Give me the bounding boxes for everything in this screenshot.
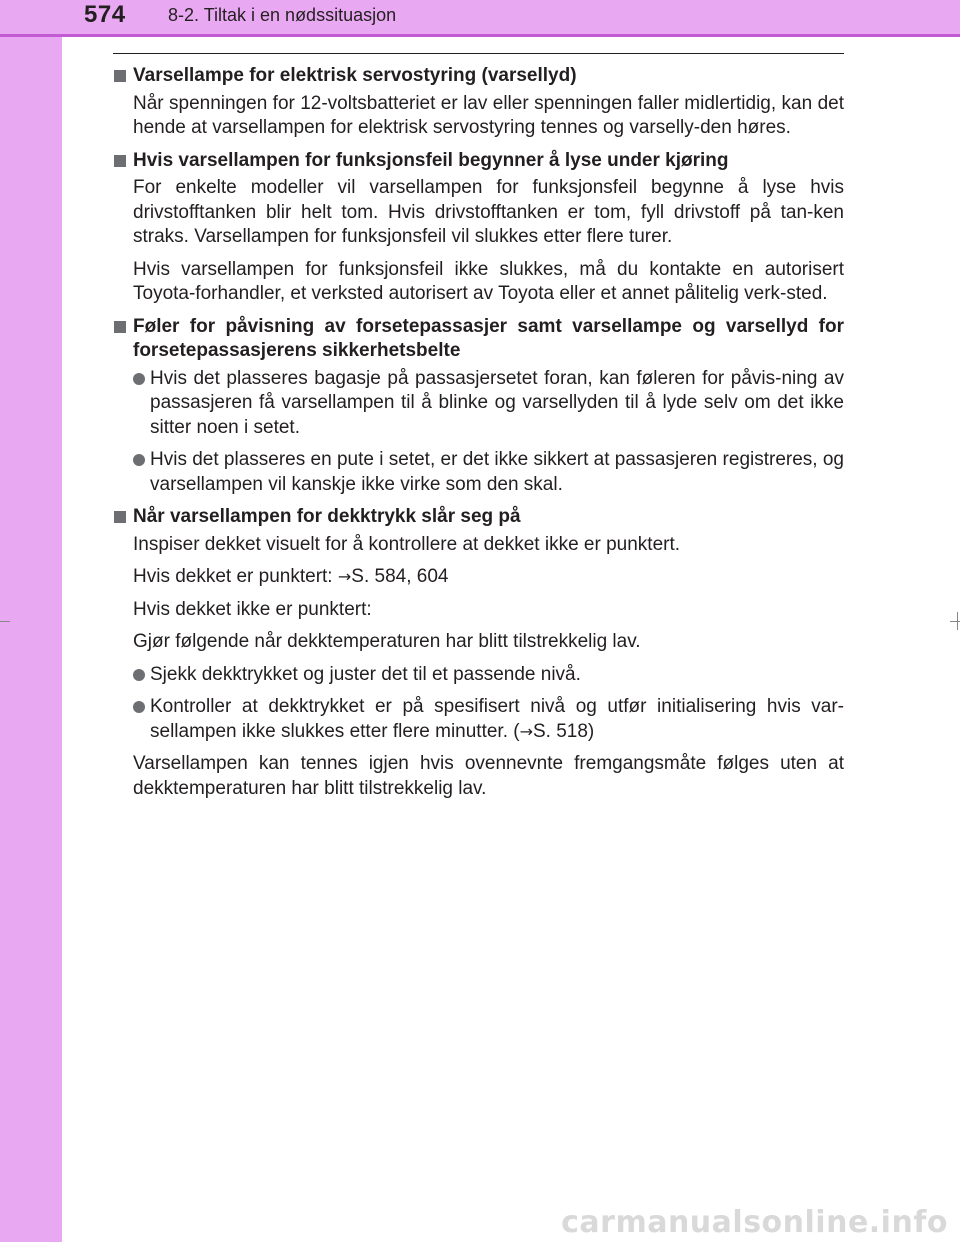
arrow-right-icon: → (337, 567, 352, 586)
paragraph: Varsellampen kan tennes igjen hvis ovennevnte fremgangsmåte følges uten at dekktemperaturen har blitt tilstrekkelig lav. (133, 753, 844, 799)
reference-prefix: Hvis dekket er punktert: (133, 566, 338, 587)
crop-mark-right (950, 621, 960, 622)
list-item (113, 367, 844, 441)
heading-text: Når varsellampen for dekktrykk slår seg på (133, 506, 521, 527)
paragraph: Hvis dekket ikke er punktert: (133, 598, 372, 620)
section-heading (113, 64, 844, 89)
square-bullet-icon (114, 511, 126, 523)
header-band (0, 0, 960, 34)
punctured-reference (113, 565, 844, 590)
section-heading (113, 149, 844, 174)
paragraph: Hvis varsellampen for funksjonsfeil ikke slukkes, må du kontakte en autorisert Toyota-forhandler, et verksted autorisert av Toyota eller et annet pålitelig verk-sted. (133, 258, 844, 304)
circle-bullet-icon (133, 669, 145, 681)
square-bullet-icon (114, 155, 126, 167)
arrow-right-icon: → (519, 721, 533, 741)
paragraph: Inspiser dekket visuelt for å kontrollere at dekket ikke er punktert. (133, 533, 681, 555)
heading-text: Føler for påvisning av forsetepassasjer samt varsellampe og varsellyd for forsetepassasjerens sikkerhetsbelte (133, 315, 844, 361)
list-item-text: Sjekk dekktrykket og juster det til et passende nivå. (150, 663, 581, 685)
paragraph: Gjør følgende når dekktemperaturen har blitt tilstrekkelig lav. (133, 631, 641, 652)
circle-bullet-icon (133, 701, 145, 713)
heading-text: Hvis varsellampen for funksjonsfeil begynner å lyse under kjøring (133, 149, 729, 171)
circle-bullet-icon (133, 373, 145, 385)
page-reference-link[interactable]: S. 518) (533, 720, 595, 742)
crop-mark-right-vertical (957, 612, 958, 630)
circle-bullet-icon (133, 454, 145, 466)
square-bullet-icon (114, 321, 126, 333)
square-bullet-icon (114, 70, 126, 82)
list-item (113, 663, 844, 688)
section-heading (113, 315, 844, 364)
list-item-text: Hvis det plasseres bagasje på passasjersetet foran, kan føleren for påvis-ning av passasjeren få varsellampen til å blinke og varsellyden til å lyde selv om det ikke sitter noen i setet. (150, 367, 844, 438)
list-item-text: Kontroller at dekktrykket er på spesifisert nivå og utfør initialisering hvis var-sellampen ikke slukkes etter flere minutter. ( (150, 696, 844, 742)
list-item (113, 448, 844, 497)
section-heading (113, 505, 844, 530)
page-content (113, 64, 844, 809)
section-title: 8-2. Tiltak i en nødssituasjon (168, 5, 397, 25)
page-reference-link[interactable]: S. 584, 604 (351, 566, 449, 587)
content-top-rule (113, 53, 844, 54)
paragraph: Når spenningen for 12-voltsbatteriet er lav eller spenningen faller midlertidig, kan det hende at varsellampen for elektrisk servostyring tennes og varselly-den høres. (133, 92, 844, 138)
list-item (113, 695, 844, 744)
page-number: 574 (84, 1, 126, 28)
heading-text: Varsellampe for elektrisk servostyring (varsellyd) (133, 65, 577, 86)
crop-mark-left (0, 621, 10, 622)
list-item-text: Hvis det plasseres en pute i setet, er det ikke sikkert at passasjeren registreres, og varsellampen vil kanskje ikke virke som den skal. (150, 449, 844, 495)
watermark: carmanualsonline.info (561, 1205, 948, 1240)
paragraph: For enkelte modeller vil varsellampen for funksjonsfeil begynne å lyse hvis drivstofftanken blir helt tom. Hvis drivstofftanken er tom, fyll drivstoff på tan-ken straks. Varsellampen for funksjonsfeil vil slukkes etter flere turer. (133, 177, 844, 247)
header-rule (0, 34, 960, 37)
